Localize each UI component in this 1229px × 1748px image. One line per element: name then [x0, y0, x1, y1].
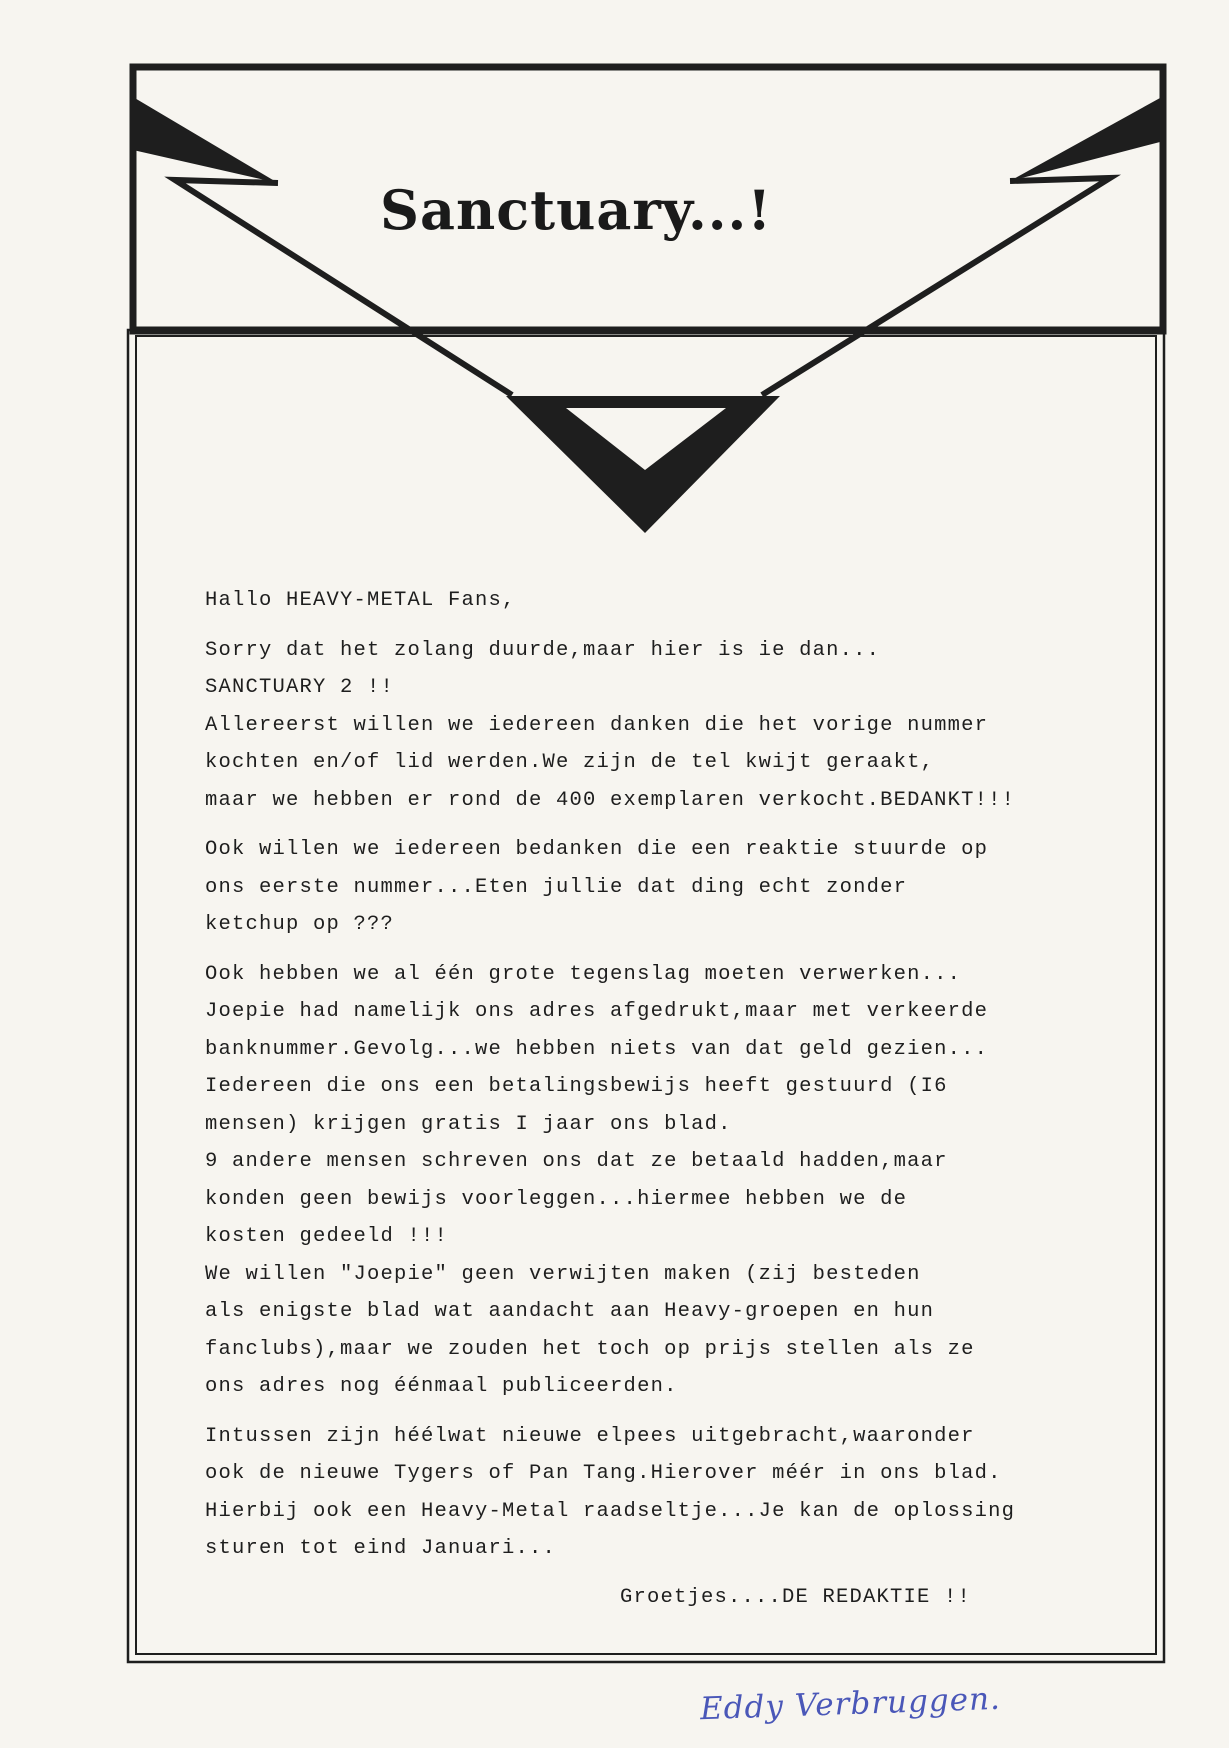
paragraph-3: [205, 956, 1135, 1406]
text-line: Iedereen die ons een betalingsbewijs heeft gestuurd (I6: [205, 1075, 948, 1098]
greeting: Hallo HEAVY-METAL Fans,: [205, 589, 516, 612]
handwritten-signature: Eddy Verbruggen.: [699, 1680, 1002, 1728]
text-line: konden geen bewijs voorleggen...hiermee hebben we de: [205, 1187, 908, 1211]
text-line: fanclubs),maar we zouden het toch op prijs stellen als ze: [205, 1337, 975, 1361]
text-line: Allereerst willen we iedereen danken die het vorige nummer: [205, 713, 989, 737]
text-line: Joepie had namelijk ons adres afgedrukt,maar met verkeerde: [205, 1000, 989, 1023]
paragraph-2: [205, 831, 1135, 944]
page-title: Sanctuary...!: [380, 178, 773, 242]
text-line: mensen) krijgen gratis I jaar ons blad.: [205, 1112, 732, 1136]
text-line: Intussen zijn héélwat nieuwe elpees uitgebracht,waaronder: [205, 1424, 975, 1448]
text-line: 9 andere mensen schreven ons dat ze betaald hadden,maar: [205, 1150, 948, 1173]
text-line: als enigste blad wat aandacht aan Heavy-groepen en hun: [205, 1300, 935, 1323]
signoff: Groetjes....DE REDAKTIE !!: [620, 1586, 972, 1609]
text-line: Hierbij ook een Heavy-Metal raadseltje...Je kan de oplossing: [205, 1499, 1016, 1523]
text-line: Sorry dat het zolang duurde,maar hier is ie dan...: [205, 638, 881, 662]
text-line: ketchup op ???: [205, 913, 395, 936]
paragraph-4: [205, 1418, 1135, 1568]
text-line: Ook willen we iedereen bedanken die een reaktie stuurde op: [205, 838, 989, 861]
text-line: ons adres nog éénmaal publiceerden.: [205, 1375, 678, 1398]
text-line: We willen "Joepie" geen verwijten maken (zij besteden: [205, 1262, 921, 1286]
text-line: maar we hebben er rond de 400 exemplaren verkocht.BEDANKT!!!: [205, 788, 1016, 812]
text-line: Ook hebben we al één grote tegenslag moeten verwerken...: [205, 962, 962, 986]
text-line: sturen tot eind Januari...: [205, 1537, 557, 1560]
letter-body: [205, 582, 1135, 1568]
paragraph-1: [205, 632, 1135, 820]
text-line: kochten en/of lid werden.We zijn de tel kwijt geraakt,: [205, 751, 935, 774]
text-line: ons eerste nummer...Eten jullie dat ding echt zonder: [205, 875, 908, 899]
text-line: banknummer.Gevolg...we hebben niets van dat geld gezien...: [205, 1037, 989, 1061]
text-line: kosten gedeeld !!!: [205, 1225, 449, 1248]
text-line: ook de nieuwe Tygers of Pan Tang.Hierover méér in ons blad.: [205, 1462, 1002, 1485]
text-line: SANCTUARY 2 !!: [205, 676, 395, 699]
